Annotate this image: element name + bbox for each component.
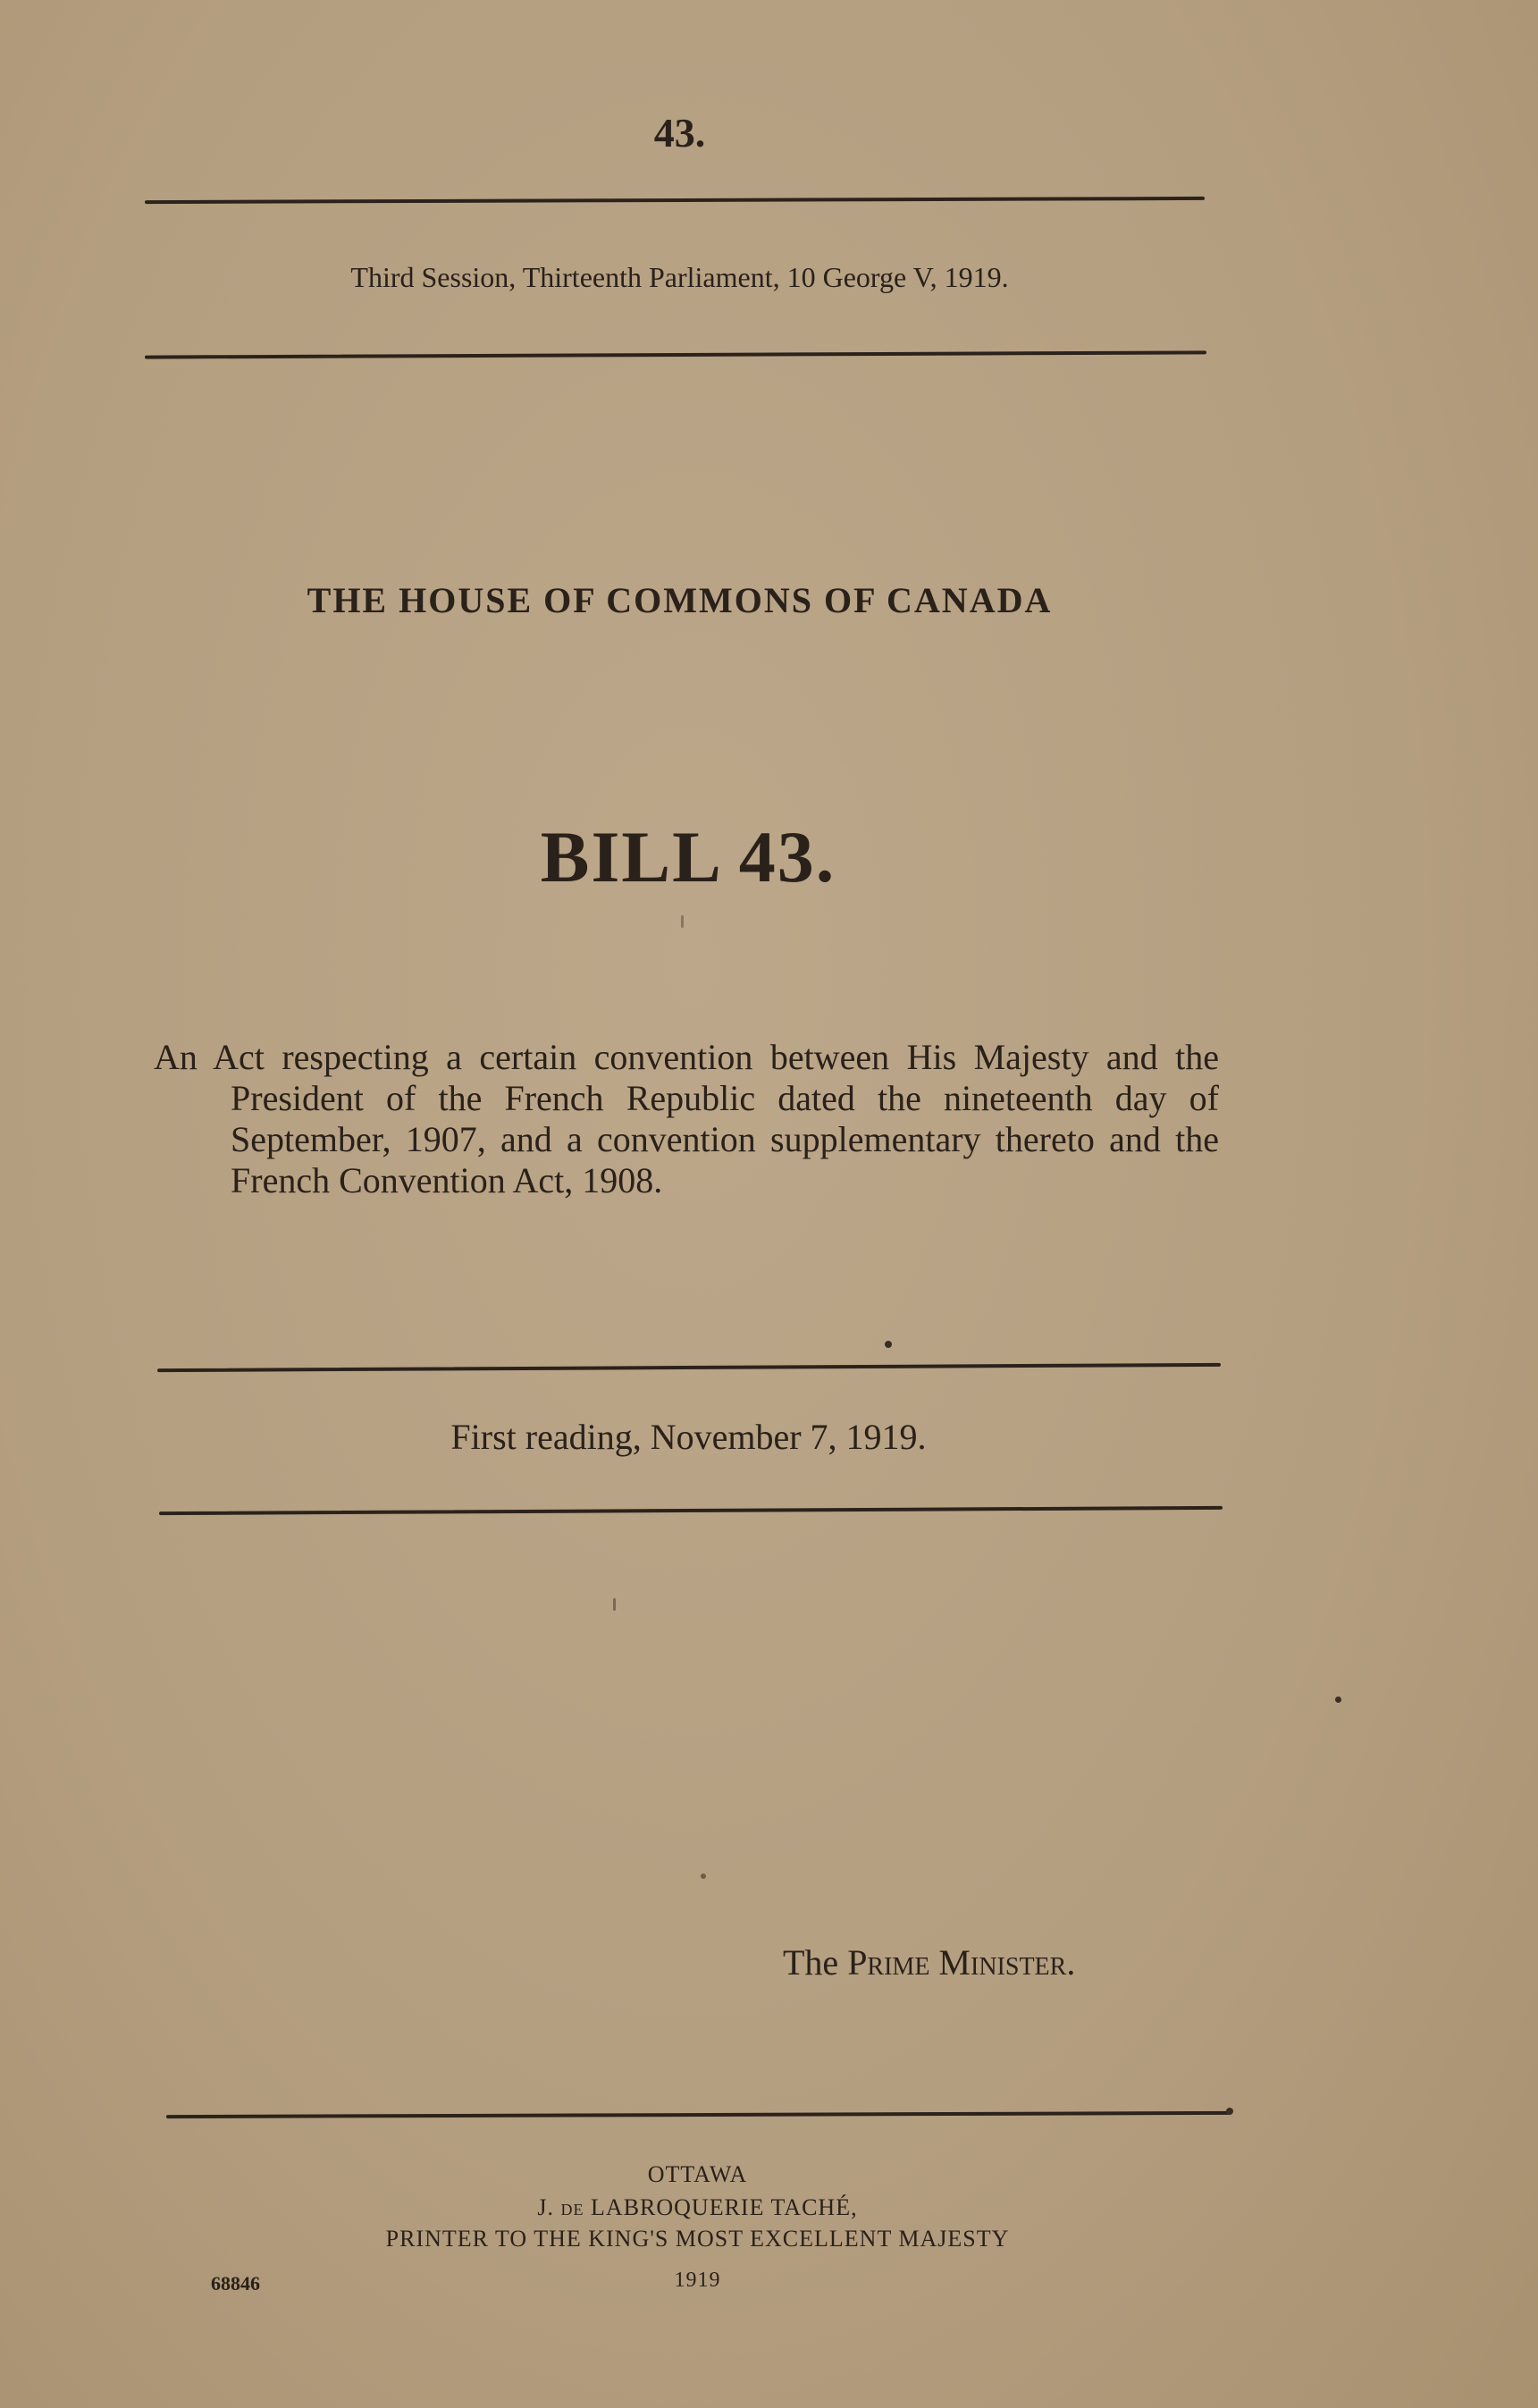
session-rule [145, 350, 1206, 358]
bill-title: BILL 43. [540, 816, 836, 897]
paper-speck [613, 1598, 616, 1611]
session-line: Third Session, Thirteenth Parliament, 10 George V, 1919. [350, 261, 1009, 293]
paper-speck [885, 1341, 892, 1348]
imprint-printer-title: PRINTER TO THE KING'S MOST EXCELLENT MAJESTY [385, 2226, 1010, 2252]
description-rule [157, 1363, 1221, 1372]
printer-particle: de [560, 2194, 584, 2220]
sponsor-prefix: The [783, 1942, 839, 1983]
imprint-rule [166, 2111, 1231, 2118]
first-reading: First reading, November 7, 1919. [450, 1417, 927, 1457]
reading-rule [159, 1506, 1223, 1515]
print-code: 68846 [211, 2272, 260, 2294]
page-number: 43. [653, 110, 706, 156]
paper-speck [681, 915, 684, 928]
paper-speck [1335, 1697, 1341, 1703]
imprint-printer [0, 2194, 1395, 2221]
imprint-city: OTTAWA [647, 2161, 748, 2187]
paper-speck [1226, 2108, 1233, 2115]
paper-speck [701, 1873, 706, 1879]
imprint-year: 1919 [674, 2269, 721, 2292]
printer-surname: LABROQUERIE TACHÉ, [591, 2194, 858, 2220]
printer-initial: J. [537, 2194, 555, 2220]
house-title: THE HOUSE OF COMMONS OF CANADA [307, 580, 1053, 620]
sponsor [783, 1941, 1075, 1983]
act-description: An Act respecting a certain convention between His Majesty and the President of the French Republic dated the nineteenth day of September, 1907, and a convention supplementary thereto and the French Convention Act, 1908. [154, 1037, 1219, 1200]
sponsor-title: Prime Minister. [847, 1942, 1076, 1983]
top-rule [145, 197, 1205, 204]
